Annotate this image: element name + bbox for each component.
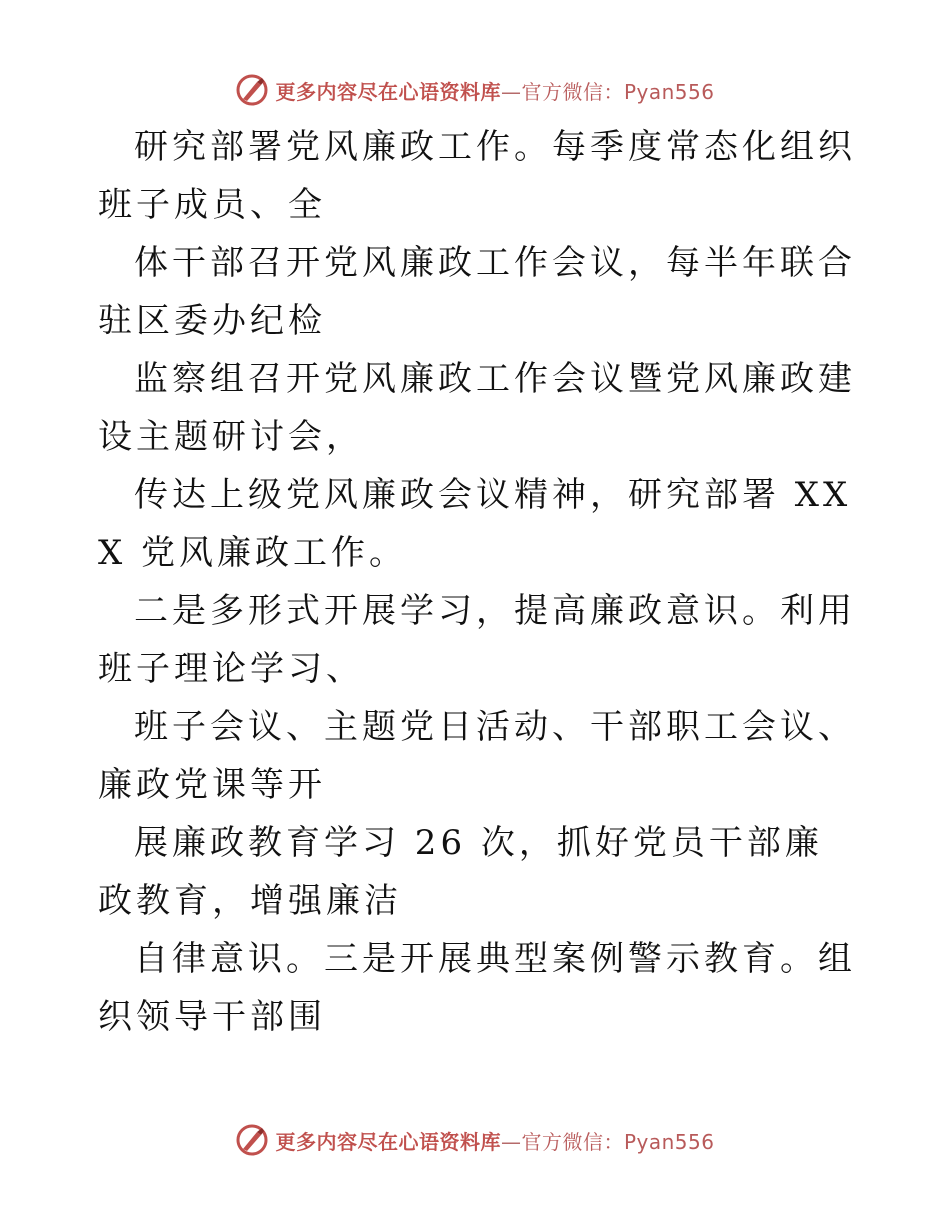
document-body	[98, 118, 858, 1046]
header-brand: 更多内容尽在心语资料库	[275, 79, 501, 104]
paragraph: 体干部召开党风廉政工作会议，每半年联合驻区委办纪检	[98, 243, 856, 341]
footer-banner-text	[275, 1126, 714, 1155]
paragraph: 传达上级党风廉政会议精神，研究部署 XXX 党风廉政工作。	[98, 475, 852, 573]
footer-brand: 更多内容尽在心语资料库	[275, 1129, 501, 1154]
paragraph: 研究部署党风廉政工作。每季度常态化组织班子成员、全	[98, 127, 856, 225]
header-separator: —	[500, 79, 522, 104]
quill-pen-seal-icon	[235, 1123, 269, 1157]
footer-wechat: 官方微信：Pyan556	[521, 1129, 715, 1154]
paragraph: 班子会议、主题党日活动、干部职工会议、廉政党课等开	[98, 707, 856, 805]
header-banner-text	[275, 76, 714, 105]
paragraph: 自律意识。三是开展典型案例警示教育。组织领导干部围	[98, 939, 856, 1037]
paragraph: 监察组召开党风廉政工作会议暨党风廉政建设主题研讨会，	[98, 359, 856, 457]
header-banner	[0, 70, 950, 110]
quill-pen-seal-icon	[235, 73, 269, 107]
header-wechat: 官方微信：Pyan556	[521, 79, 715, 104]
paragraph: 二是多形式开展学习，提高廉政意识。利用班子理论学习、	[98, 591, 856, 689]
footer-banner	[0, 1120, 950, 1160]
footer-separator: —	[500, 1129, 522, 1154]
paragraph: 展廉政教育学习 26 次，抓好党员干部廉政教育，增强廉洁	[98, 823, 823, 921]
